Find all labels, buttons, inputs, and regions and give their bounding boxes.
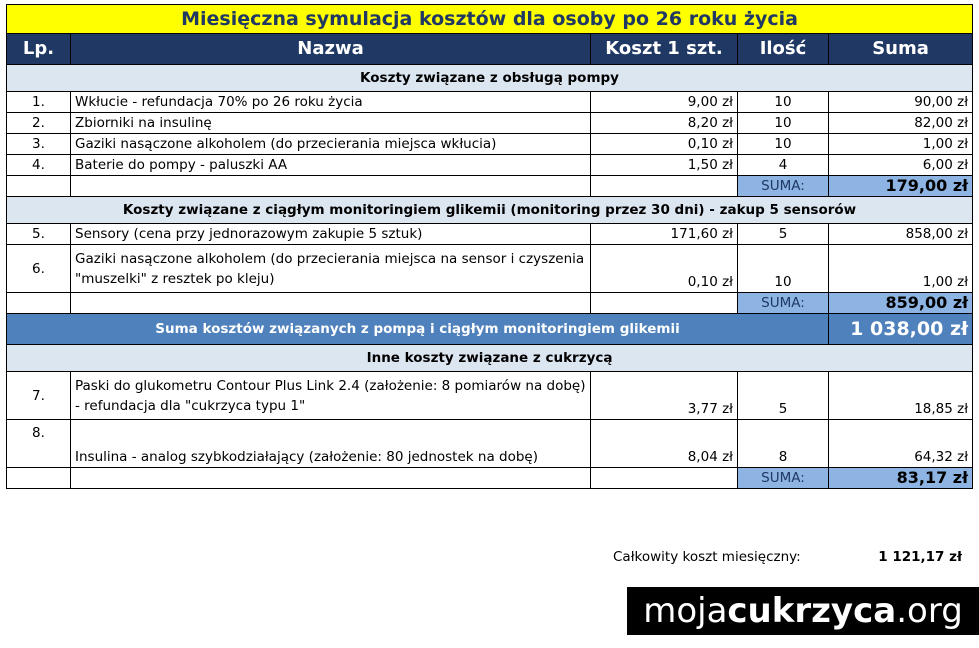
cell-price: 8,20 zł [591,113,738,134]
table-row [7,92,973,113]
cell-name: Zbiorniki na insulinę [71,113,591,134]
cell-sum: 64,32 zł [829,420,973,468]
subtotal-value: 859,00 zł [829,293,973,314]
empty-cell [7,468,71,489]
section-header-pump [7,65,973,92]
cell-qty: 10 [738,92,829,113]
cell-sum: 6,00 zł [829,155,973,176]
logo-text-part: cukrzyca [727,591,897,631]
empty-cell [591,468,738,489]
table-row [7,134,973,155]
col-qty-header: Ilość [738,34,829,65]
cell-qty: 5 [738,224,829,245]
subtotal-label: SUMA: [738,468,829,489]
subtotal-label: SUMA: [738,176,829,197]
cell-sum: 82,00 zł [829,113,973,134]
cell-name: Sensory (cena przy jednorazowym zakupie 5 sztuk) [71,224,591,245]
table-row [7,372,973,420]
table-title: Miesięczna symulacja kosztów dla osoby po 26 roku życia [7,5,973,34]
site-logo [627,587,979,635]
cell-name: Insulina - analog szybkodziałający (założenie: 80 jednostek na dobę) [71,420,591,468]
section-title: Inne koszty związane z cukrzycą [7,345,973,372]
subtotal-row [7,468,973,489]
cell-lp: 4. [7,155,71,176]
col-lp-header: Lp. [7,34,71,65]
logo-text-part: moja [643,591,728,631]
empty-cell [71,293,591,314]
col-price-header: Koszt 1 szt. [591,34,738,65]
grand-total [0,549,979,569]
cell-lp: 1. [7,92,71,113]
cell-name: Gaziki nasączone alkoholem (do przecierania miejsca wkłucia) [71,134,591,155]
cell-sum: 858,00 zł [829,224,973,245]
section-title: Koszty związane z obsługą pompy [7,65,973,92]
cell-name: Paski do glukometru Contour Plus Link 2.4 (założenie: 8 pomiarów na dobę) - refundacja dla "cukrzyca typu 1" [71,372,591,420]
title-row [7,5,973,34]
cell-price: 3,77 zł [591,372,738,420]
table-row [7,245,973,293]
cell-price: 171,60 zł [591,224,738,245]
subtotal-value: 179,00 zł [829,176,973,197]
cell-sum: 90,00 zł [829,92,973,113]
empty-cell [71,468,591,489]
cell-qty: 10 [738,245,829,293]
header-row [7,34,973,65]
cell-price: 0,10 zł [591,134,738,155]
cell-name: Gaziki nasączone alkoholem (do przecierania miejsca na sensor i czyszenia "muszelki" z resztek po kleju) [71,245,591,293]
combined-total-row [7,314,973,345]
cell-price: 8,04 zł [591,420,738,468]
combined-total-label: Suma kosztów związanych z pompą i ciągłym monitoringiem glikemii [7,314,829,345]
table-row [7,155,973,176]
cell-qty: 4 [738,155,829,176]
cell-name: Baterie do pompy - paluszki AA [71,155,591,176]
empty-cell [591,293,738,314]
col-sum-header: Suma [829,34,973,65]
cell-price: 9,00 zł [591,92,738,113]
cost-table [6,4,973,489]
section-title: Koszty związane z ciągłym monitoringiem glikemii (monitoring przez 30 dni) - zakup 5 sensorów [7,197,973,224]
cell-lp: 8. [7,420,71,468]
cell-qty: 10 [738,113,829,134]
combined-total-value: 1 038,00 zł [829,314,973,345]
subtotal-row [7,293,973,314]
cell-lp: 6. [7,245,71,293]
section-header-cgm [7,197,973,224]
cell-lp: 5. [7,224,71,245]
cell-sum: 1,00 zł [829,245,973,293]
cell-sum: 18,85 zł [829,372,973,420]
cell-qty: 8 [738,420,829,468]
cell-qty: 5 [738,372,829,420]
subtotal-row [7,176,973,197]
subtotal-value: 83,17 zł [829,468,973,489]
table-row [7,420,973,468]
cell-lp: 7. [7,372,71,420]
empty-cell [7,293,71,314]
table-row [7,224,973,245]
grand-total-label: Całkowity koszt miesięczny: [613,549,801,565]
cell-price: 1,50 zł [591,155,738,176]
section-header-other [7,345,973,372]
table-row [7,113,973,134]
cell-lp: 2. [7,113,71,134]
cell-sum: 1,00 zł [829,134,973,155]
subtotal-label: SUMA: [738,293,829,314]
cell-price: 0,10 zł [591,245,738,293]
empty-cell [7,176,71,197]
grand-total-value: 1 121,17 zł [878,549,962,565]
cell-name: Wkłucie - refundacja 70% po 26 roku życia [71,92,591,113]
col-name-header: Nazwa [71,34,591,65]
cell-qty: 10 [738,134,829,155]
cell-lp: 3. [7,134,71,155]
empty-cell [71,176,591,197]
logo-text-part: .org [896,591,963,631]
empty-cell [591,176,738,197]
